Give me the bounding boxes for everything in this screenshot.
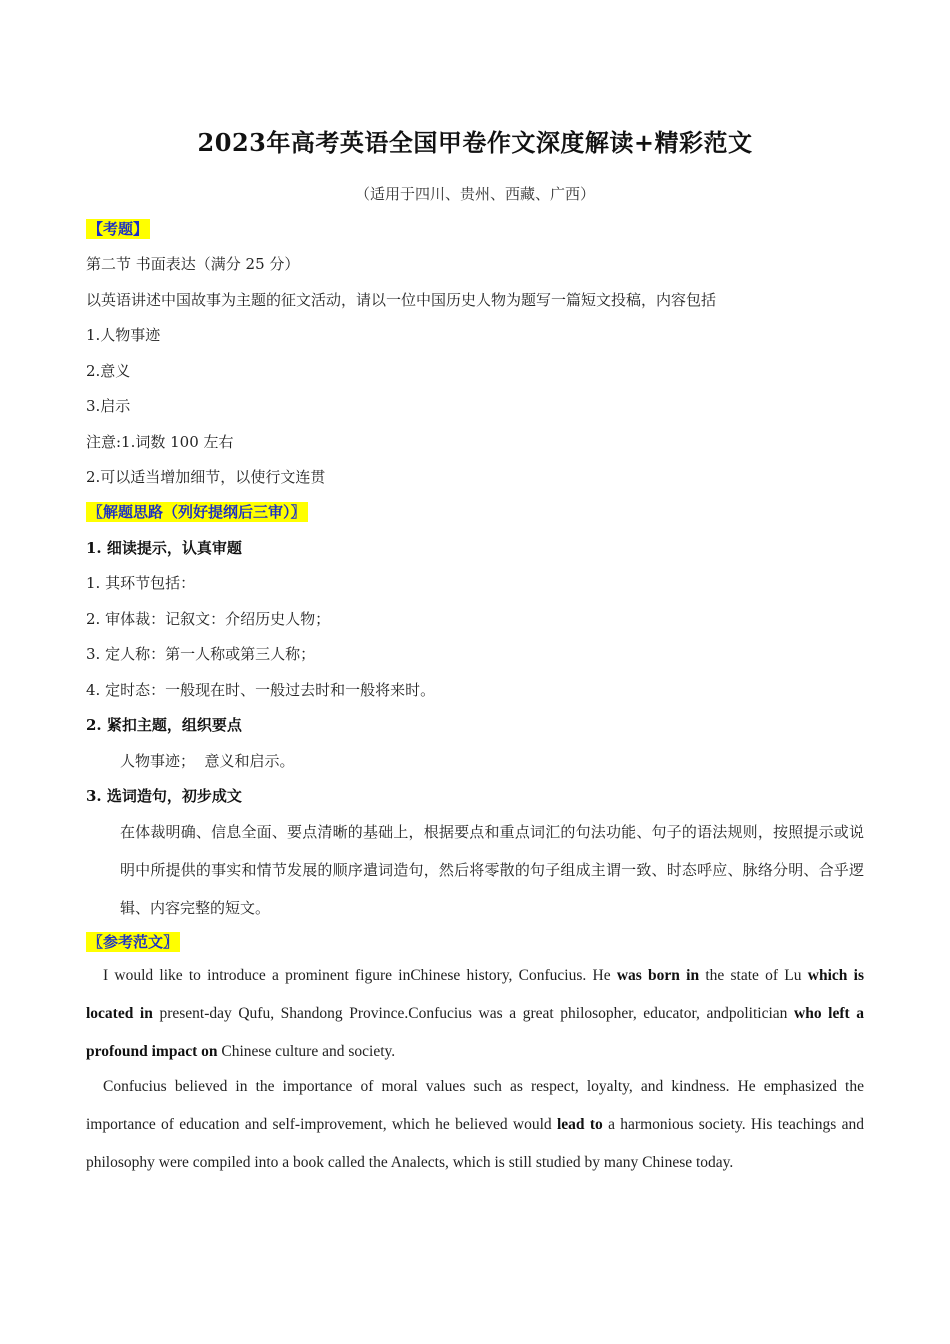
essay-key-phrase: was born in	[616, 967, 700, 984]
essay-text: Chinese culture and society.	[217, 1043, 396, 1060]
section-heading-jieti	[86, 502, 308, 522]
question-note: 2.可以适当增加细节，以使行文连贯	[86, 468, 326, 486]
essay-text: present-day Qufu, Shandong Province.Confucius was a great philosopher, educator, andpolitician	[152, 1005, 795, 1022]
essay-key-phrase: which is located in	[86, 967, 864, 1022]
section-heading-fanwen	[86, 932, 180, 952]
question-item: 2.意义	[86, 362, 131, 380]
question-prompt: 以英语讲述中国故事为主题的征文活动，请以一位中国历史人物为题写一篇短文投稿，内容包括	[86, 291, 717, 309]
step1-title: 1. 细读提示，认真审题	[86, 539, 242, 557]
section-label-jieti: 〖解题思路（列好提纲后三审）〗	[88, 503, 306, 521]
section-label-fanwen: 〖参考范文〗	[88, 933, 179, 951]
question-item: 1.人物事迹	[86, 326, 161, 344]
step2-text: 人物事迹； 意义和启示。	[120, 752, 295, 770]
essay-key-phrase: who left a profound impact on	[86, 1005, 865, 1060]
step1-item: 2. 审体裁：记叙文：介绍历史人物；	[86, 610, 331, 628]
step2-title: 2. 紧扣主题，组织要点	[86, 716, 242, 734]
page-subtitle: （适用于四川、贵州、西藏、广西）	[354, 185, 595, 203]
step3-text: 在体裁明确、信息全面、要点清晰的基础上，根据要点和重点词汇的句法功能、句子的语法规则，按照提示或说明中所提供的事实和情节发展的顺序遣词造句，然后将零散的句子组成主谓一致、时态呼应、脉络分明、合乎逻辑、内容完整的短文。	[120, 823, 864, 917]
question-section: 第二节 书面表达（满分 25 分）	[86, 255, 300, 273]
essay-key-phrase: lead to	[556, 1116, 603, 1133]
question-item: 3.启示	[86, 397, 131, 415]
essay-text: I would like to introduce a prominent figure inChinese history, Confucius. He	[103, 967, 617, 984]
step1-item: 3. 定人称：第一人称或第三人称；	[86, 645, 316, 663]
section-heading-kaoti	[86, 219, 150, 239]
essay-text: Confucius believed in the importance of moral values such as respect, loyalty, and kindness. He emphasized the importance of education and self-improvement, which he believed would	[86, 1078, 864, 1133]
section-label-kaoti: 【考题】	[88, 220, 149, 238]
page-title: 2023年高考英语全国甲卷作文深度解读+精彩范文	[197, 128, 753, 157]
essay-paragraph-2	[86, 1068, 864, 1182]
step3-title: 3. 选词造句，初步成文	[86, 787, 242, 805]
essay-text: a harmonious society. His teachings and philosophy were compiled into a book called the Analects, which is still studied by many Chinese today.	[86, 1116, 864, 1171]
question-note: 注意:1.词数 100 左右	[86, 433, 234, 451]
step1-item: 4. 定时态：一般现在时、一般过去时和一般将来时。	[86, 681, 436, 699]
essay-text: the state of Lu	[699, 967, 808, 984]
step1-item: 1. 其环节包括：	[86, 574, 196, 592]
essay-paragraph-1	[86, 957, 864, 1071]
